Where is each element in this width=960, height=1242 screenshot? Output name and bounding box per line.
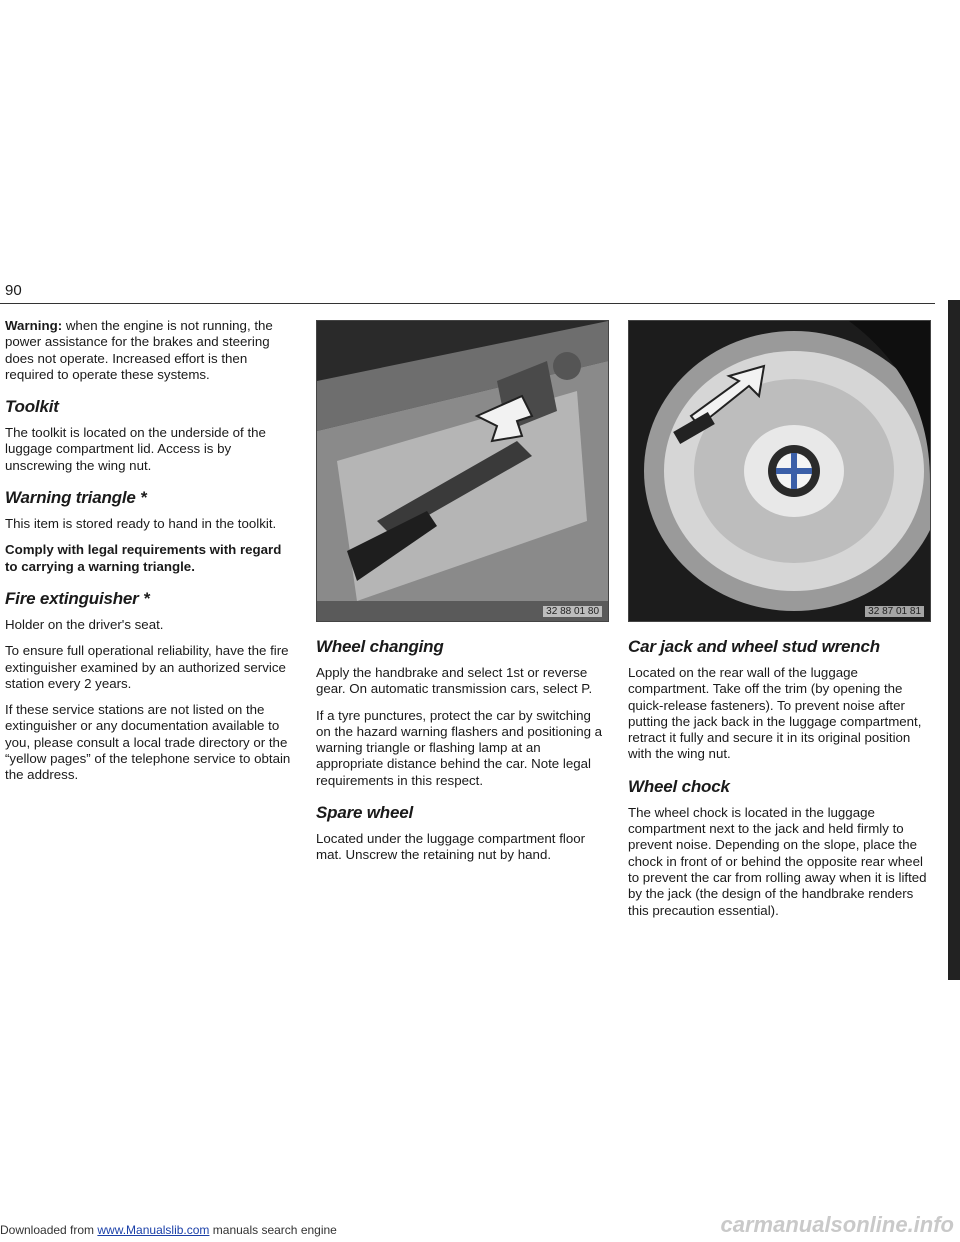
- page-number: 90: [5, 282, 22, 299]
- car-jack-heading: Car jack and wheel stud wrench: [628, 637, 880, 656]
- column-right: [628, 637, 935, 929]
- fire-extinguisher-heading: Fire extinguisher *: [5, 588, 150, 608]
- column-middle: [316, 637, 608, 874]
- figure-code: 32 88 01 80: [543, 606, 602, 617]
- car-jack-text: Located on the rear wall of the luggage compartment. Take off the trim (by opening the quick-release fasteners). To prevent noise after putting the jack back in the luggage compartment, retract it fully and secure it in its original position with the wing nut.: [628, 665, 922, 762]
- download-footer: [0, 1223, 337, 1237]
- fire-extinguisher-text-1: Holder on the driver's seat.: [5, 616, 164, 632]
- footer-prefix: Downloaded from: [0, 1223, 98, 1237]
- spare-wheel-text: Located under the luggage compartment floor mat. Unscrew the retaining nut by hand.: [316, 831, 586, 863]
- spare-wheel-illustration: [629, 321, 930, 621]
- figure-code: 32 87 01 81: [865, 606, 924, 617]
- fire-extinguisher-text-2: To ensure full operational reliability, have the fire extinguisher examined by an authorized service station every 2 years.: [5, 643, 289, 691]
- toolkit-text: The toolkit is located on the underside of the luggage compartment lid. Access is by unscrewing the wing nut.: [5, 425, 266, 473]
- page-edge-shadow: [948, 300, 960, 980]
- wheel-changing-text-1: Apply the handbrake and select 1st or reverse gear. On automatic transmission cars, select P.: [316, 665, 593, 697]
- fire-extinguisher-text-3: If these service stations are not listed on the extinguisher or any documentation available to you, please consult a local trade directory or the “yellow pages” of the telephone service to obtain the address.: [5, 702, 291, 783]
- watermark: carmanualsonline.info: [720, 1212, 954, 1237]
- wheel-changing-text-2: If a tyre punctures, protect the car by switching on the hazard warning flashers and positioning a warning triangle or flashing lamp at an appropriate distance behind the car. Note legal requirements in this respect.: [316, 707, 603, 788]
- wheel-chock-text: The wheel chock is located in the luggage compartment next to the jack and held firmly to prevent noise. Depending on the slope, place the chock in front of or behind the opposite rear wheel to prevent the car from rolling away when it is lifted by the jack (the design of the handbrake renders this precaution essential).: [628, 804, 927, 918]
- spare-wheel-photo: [628, 320, 931, 622]
- wheel-changing-heading: Wheel changing: [316, 637, 444, 656]
- warning-triangle-text: This item is stored ready to hand in the toolkit.: [5, 516, 277, 532]
- header-rule: [0, 303, 935, 304]
- toolkit-heading: Toolkit: [5, 397, 59, 417]
- warning-triangle-note: Comply with legal requirements with regard to carrying a warning triangle.: [5, 542, 282, 574]
- warning-triangle-heading: Warning triangle *: [5, 488, 147, 508]
- column-left: [5, 318, 295, 794]
- manualslib-link[interactable]: www.Manualslib.com: [97, 1223, 210, 1237]
- wheel-chock-heading: Wheel chock: [628, 776, 730, 796]
- toolkit-illustration: [317, 321, 608, 621]
- warning-paragraph: [5, 318, 295, 383]
- spare-wheel-heading: Spare wheel: [316, 803, 414, 823]
- toolkit-photo: [316, 320, 609, 622]
- warning-text: when the engine is not running, the power assistance for the brakes and steering does not operate. Increased effort is then required to operate these systems.: [5, 318, 273, 382]
- footer-suffix: manuals search engine: [209, 1223, 337, 1237]
- warning-label: Warning:: [5, 318, 63, 333]
